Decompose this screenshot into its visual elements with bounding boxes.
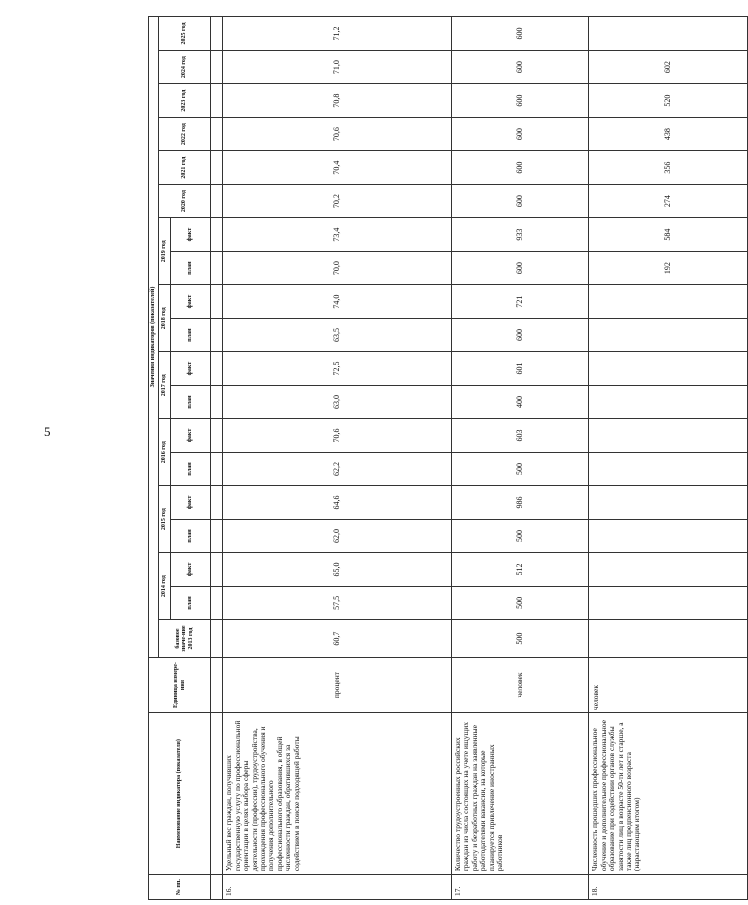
row-number: 16. bbox=[223, 875, 452, 900]
value-2025: 71,2 bbox=[223, 17, 452, 51]
value-2014-fact bbox=[589, 553, 748, 586]
unit: процент bbox=[223, 657, 452, 712]
header-fact: факт bbox=[171, 352, 211, 385]
table-row bbox=[589, 17, 748, 900]
value-2024: 600 bbox=[452, 50, 589, 83]
value-2021: 70,4 bbox=[223, 151, 452, 184]
page-number: 5 bbox=[44, 424, 51, 439]
header-plan: план bbox=[171, 385, 211, 418]
header-fact: факт bbox=[171, 553, 211, 586]
value-2017-plan bbox=[589, 385, 748, 418]
header-fact: факт bbox=[171, 486, 211, 519]
value-2014-fact: 65,0 bbox=[223, 553, 452, 586]
value-2017-fact: 72,5 bbox=[223, 352, 452, 385]
base-value: 500 bbox=[452, 620, 589, 658]
value-2022: 70,6 bbox=[223, 117, 452, 150]
value-2018-fact bbox=[589, 285, 748, 318]
value-2015-plan bbox=[589, 519, 748, 552]
header-year-2014: 2014 год bbox=[159, 553, 171, 620]
header-unit: Единица измере-ния bbox=[149, 657, 211, 712]
indicator-name: Удельный вес граждан, получивших государственную услугу по профессиональной ориентации в целях выбора сферы деятельности (профессии), трудоустройства, прохождения профессионального обучения и получения дополнительного профессионального образования, в общей численности граждан, обратившихся за содействием в поиске подходящей работы bbox=[223, 713, 452, 875]
value-2018-fact: 721 bbox=[452, 285, 589, 318]
value-2025: 600 bbox=[452, 17, 589, 51]
value-2016-plan: 500 bbox=[452, 452, 589, 485]
header-plan: план bbox=[171, 318, 211, 351]
header-group: Значения индикаторов (показателей) bbox=[149, 17, 159, 658]
numbering-row bbox=[211, 17, 223, 900]
value-2018-plan bbox=[589, 318, 748, 351]
value-2018-plan: 63,5 bbox=[223, 318, 452, 351]
value-2023: 70,8 bbox=[223, 84, 452, 117]
table-row bbox=[452, 17, 589, 900]
header-fact: факт bbox=[171, 419, 211, 452]
value-2019-fact: 584 bbox=[589, 218, 748, 251]
header-plan: план bbox=[171, 452, 211, 485]
indicator-table-rotated bbox=[148, 16, 748, 900]
value-2017-fact: 601 bbox=[452, 352, 589, 385]
row-number: 18. bbox=[589, 875, 748, 900]
value-2018-plan: 600 bbox=[452, 318, 589, 351]
value-2017-fact bbox=[589, 352, 748, 385]
value-2022: 600 bbox=[452, 117, 589, 150]
value-2016-fact: 603 bbox=[452, 419, 589, 452]
header-year-2015: 2015 год bbox=[159, 486, 171, 553]
value-2019-plan: 192 bbox=[589, 251, 748, 284]
indicator-name: Численность прошедших профессиональное обучение и дополнительное профессиональное образование при содействии органов службы занятости лиц в возрасте 50-ти лет и старше, а также лиц предпенсионного возраста (нарастающим итогом) bbox=[589, 713, 748, 875]
value-2022: 438 bbox=[589, 117, 748, 150]
header-fact: факт bbox=[171, 285, 211, 318]
header-fact: факт bbox=[171, 218, 211, 251]
value-2025 bbox=[589, 17, 748, 51]
header-year-2024: 2024 год bbox=[159, 50, 211, 83]
unit: человек bbox=[589, 657, 748, 712]
value-2018-fact: 74,0 bbox=[223, 285, 452, 318]
header-year-2016: 2016 год bbox=[159, 419, 171, 486]
table-row bbox=[223, 17, 452, 900]
header-year-2020: 2020 год bbox=[159, 184, 211, 217]
value-2023: 600 bbox=[452, 84, 589, 117]
value-2021: 600 bbox=[452, 151, 589, 184]
value-2014-plan: 57,5 bbox=[223, 586, 452, 619]
value-2020: 70,2 bbox=[223, 184, 452, 217]
value-2014-fact: 512 bbox=[452, 553, 589, 586]
header-year-2018: 2018 год bbox=[159, 285, 171, 352]
header-num: № пп. bbox=[149, 875, 211, 900]
value-2015-fact bbox=[589, 486, 748, 519]
value-2014-plan bbox=[589, 586, 748, 619]
header-year-2025: 2025 год bbox=[159, 17, 211, 51]
value-2014-plan: 500 bbox=[452, 586, 589, 619]
value-2019-fact: 933 bbox=[452, 218, 589, 251]
value-2015-fact: 64,6 bbox=[223, 486, 452, 519]
value-2017-plan: 400 bbox=[452, 385, 589, 418]
base-value: 60,7 bbox=[223, 620, 452, 658]
value-2015-plan: 62,0 bbox=[223, 519, 452, 552]
header-plan: план bbox=[171, 251, 211, 284]
unit: человек bbox=[452, 657, 589, 712]
value-2021: 356 bbox=[589, 151, 748, 184]
value-2016-plan: 62,2 bbox=[223, 452, 452, 485]
value-2015-plan: 500 bbox=[452, 519, 589, 552]
value-2019-fact: 73,4 bbox=[223, 218, 452, 251]
indicator-name: Количество трудоустроенных российских граждан из числа состоящих на учете ищущих работу и безработных граждан на заявленные работодателями вакансии, на которые планируется привлечение иностранных работников bbox=[452, 713, 589, 875]
value-2016-fact: 70,6 bbox=[223, 419, 452, 452]
value-2019-plan: 70,0 bbox=[223, 251, 452, 284]
header-year-2022: 2022 год bbox=[159, 117, 211, 150]
row-number: 17. bbox=[452, 875, 589, 900]
header-plan: план bbox=[171, 586, 211, 619]
header-name: Наименование индикатора (показателя) bbox=[149, 713, 211, 875]
value-2024: 71,0 bbox=[223, 50, 452, 83]
header-year-2017: 2017 год bbox=[159, 352, 171, 419]
value-2016-plan bbox=[589, 452, 748, 485]
value-2024: 602 bbox=[589, 50, 748, 83]
value-2023: 520 bbox=[589, 84, 748, 117]
header-year-2023: 2023 год bbox=[159, 84, 211, 117]
indicator-table bbox=[148, 16, 748, 900]
header-plan: план bbox=[171, 519, 211, 552]
value-2015-fact: 986 bbox=[452, 486, 589, 519]
value-2020: 600 bbox=[452, 184, 589, 217]
value-2020: 274 bbox=[589, 184, 748, 217]
value-2019-plan: 600 bbox=[452, 251, 589, 284]
header-base: базовое значе-ние 2013 год bbox=[159, 620, 211, 658]
base-value bbox=[589, 620, 748, 658]
value-2016-fact bbox=[589, 419, 748, 452]
value-2017-plan: 63,0 bbox=[223, 385, 452, 418]
header-year-2019: 2019 год bbox=[159, 218, 171, 285]
header-year-2021: 2021 год bbox=[159, 151, 211, 184]
